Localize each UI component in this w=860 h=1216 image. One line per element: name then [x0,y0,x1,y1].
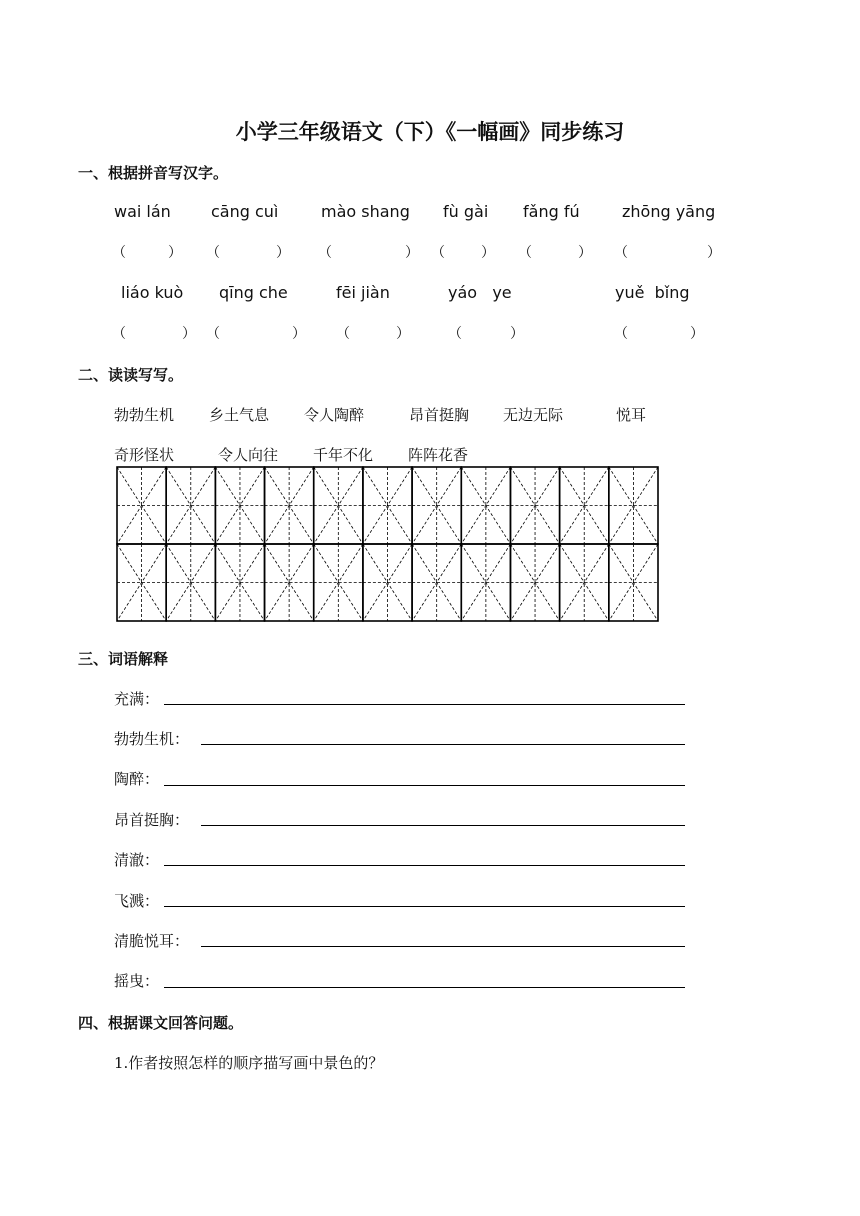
word-item: 昂首挺胸 [409,406,470,424]
answer-blank-open: （ [336,326,350,342]
pinyin-mao-shang: mào shang [321,202,410,221]
answer-blank-close: ） [168,245,182,261]
definition-answer-line[interactable] [164,785,685,786]
page-title: 小学三年级语文（下）《一幅画》同步练习 [235,120,625,144]
answer-blank-open: （ [206,326,220,342]
definition-answer-line[interactable] [164,704,685,705]
answer-blank-open: （ [518,245,532,261]
pinyin-fei-jian: fēi jiàn [336,283,390,302]
pinyin-cang-cui: cāng cuì [211,202,279,221]
writing-grid[interactable] [116,466,659,622]
word-item: 令人陶醉 [304,406,365,424]
definition-label-bobo: 勃勃生机： [114,730,190,748]
word-item: 阵阵花香 [408,446,469,464]
answer-blank-open: （ [431,245,445,261]
pinyin-yao-ye: yáo ye [448,283,512,302]
answer-blank-open: （ [318,245,332,261]
definition-answer-line[interactable] [164,865,685,866]
word-item: 悦耳 [616,406,647,424]
answer-blank-close: ） [292,326,306,342]
definition-label-taozui: 陶醉： [114,770,160,788]
definition-answer-line[interactable] [164,906,685,907]
definition-label-qingche: 清澈： [114,851,160,869]
answer-blank-open: （ [112,245,126,261]
answer-blank-open: （ [206,245,220,261]
word-item: 乡土气息 [209,406,270,424]
word-item: 令人向往 [218,446,279,464]
definition-label-chongman: 充满： [114,690,160,708]
word-item: 无边无际 [503,406,564,424]
definition-answer-line[interactable] [164,987,685,988]
section3-heading: 三、词语解释 [78,650,169,668]
definition-label-feijian: 飞溅： [114,892,160,910]
pinyin-yue-bing: yuě bǐng [615,283,690,302]
answer-blank-close: ） [276,245,290,261]
answer-blank-open: （ [448,326,462,342]
answer-blank-close: ） [182,326,196,342]
answer-blank-open: （ [614,245,628,261]
answer-blank-open: （ [112,326,126,342]
definition-label-qingcui: 清脆悦耳： [114,932,190,950]
word-item: 奇形怪状 [114,446,175,464]
definition-label-yaoye: 摇曳： [114,972,160,990]
definition-answer-line[interactable] [201,946,685,947]
section1-heading: 一、根据拼音写汉字。 [78,164,229,182]
word-item: 千年不化 [313,446,374,464]
pinyin-zhong-yang: zhōng yāng [622,202,716,221]
answer-blank-close: ） [405,245,419,261]
answer-blank-close: ） [510,326,524,342]
definition-label-angshou: 昂首挺胸： [114,811,190,829]
answer-blank-close: ） [481,245,495,261]
answer-blank-close: ） [690,326,704,342]
question-1: 1.作者按照怎样的顺序描写画中景色的？ [114,1054,384,1072]
pinyin-wai-lan: wai lán [114,202,171,221]
answer-blank-close: ） [707,245,721,261]
pinyin-qing-che: qīng che [219,283,288,302]
pinyin-liao-kuo: liáo kuò [121,283,184,302]
word-item: 勃勃生机 [114,406,175,424]
pinyin-fu-gai: fù gài [443,202,489,221]
answer-blank-close: ） [578,245,592,261]
definition-answer-line[interactable] [201,744,685,745]
pinyin-fang-fu: fǎng fú [523,202,580,221]
section2-heading: 二、读读写写。 [78,366,184,384]
answer-blank-open: （ [614,326,628,342]
section4-heading: 四、根据课文回答问题。 [78,1014,244,1032]
definition-answer-line[interactable] [201,825,685,826]
answer-blank-close: ） [396,326,410,342]
